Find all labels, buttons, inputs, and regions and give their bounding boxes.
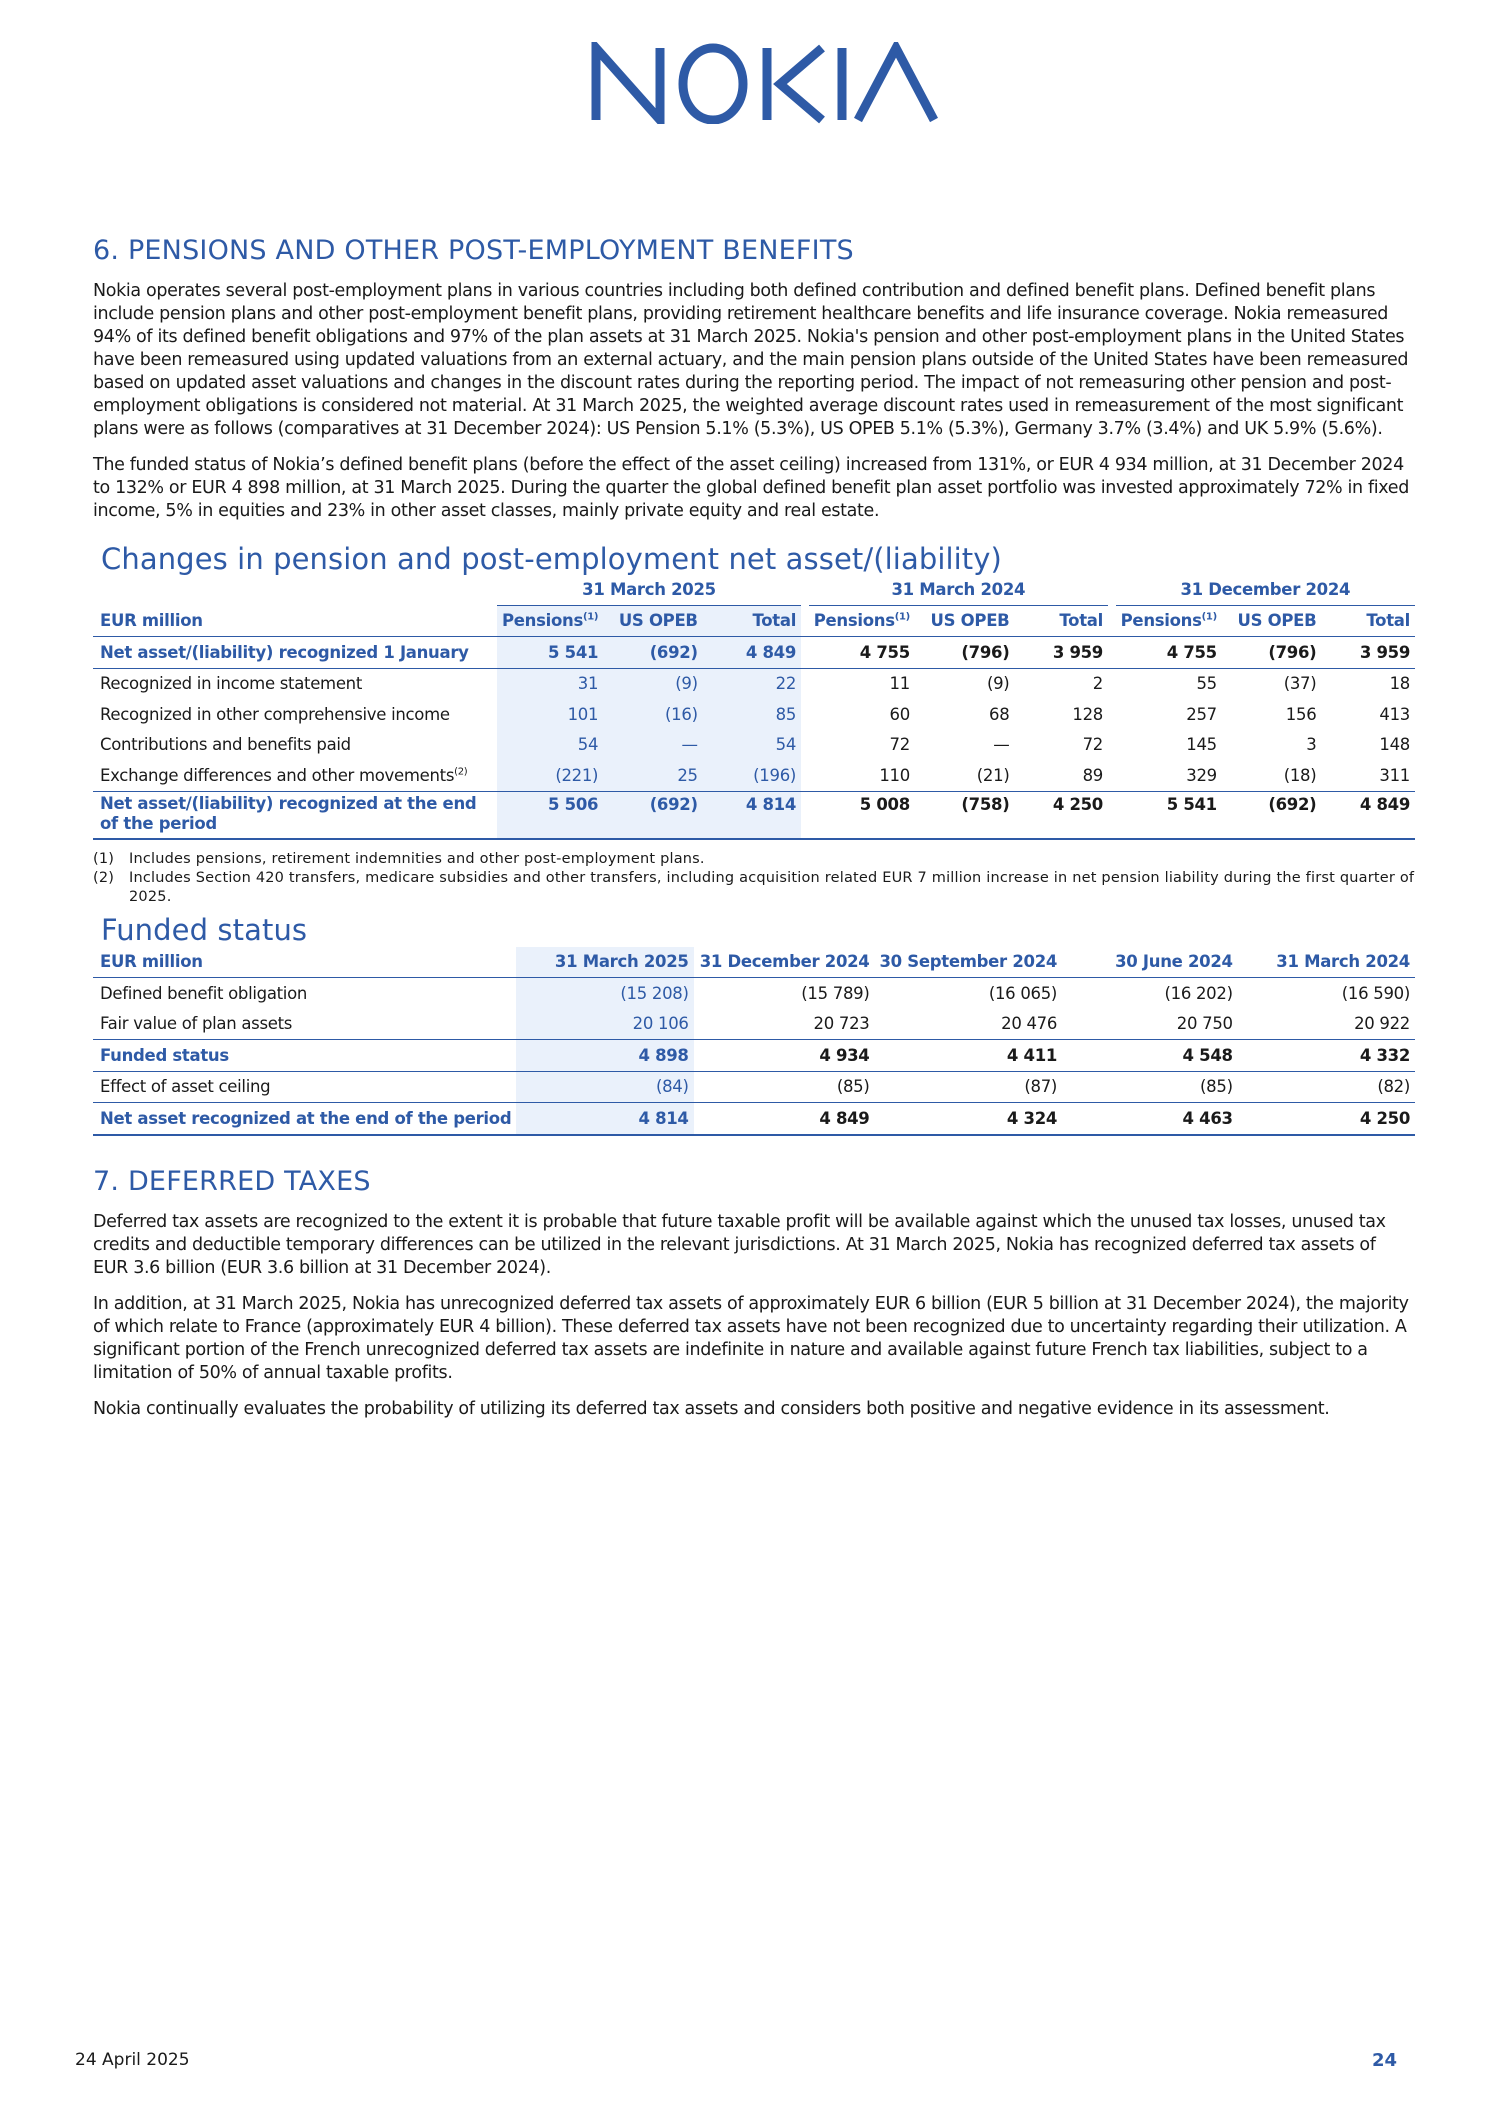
group-header-mar-2024: 31 March 2024 bbox=[809, 574, 1108, 605]
row-label: Defined benefit obligation bbox=[100, 983, 308, 1003]
group-header-dec-2024: 31 December 2024 bbox=[1116, 574, 1415, 605]
table-row bbox=[93, 1040, 1415, 1072]
col-pensions: Pensions bbox=[501, 611, 583, 631]
table-row bbox=[93, 978, 1415, 1009]
table-cell: (9) bbox=[603, 668, 703, 699]
note-mark: (1) bbox=[1201, 611, 1217, 623]
table-cell: 54 bbox=[703, 730, 801, 761]
table-cell: 4 755 bbox=[1116, 637, 1222, 669]
table-cell: 3 bbox=[1306, 735, 1317, 755]
row-label: Recognized in other comprehensive income bbox=[100, 704, 450, 724]
table-cell: 110 bbox=[809, 760, 915, 791]
row-label: Exchange differences and other movements bbox=[100, 765, 455, 785]
section-7-title: 7. DEFERRED TAXES bbox=[93, 1165, 371, 1197]
page-content bbox=[93, 235, 1415, 1434]
section-6-paragraph-1: Nokia operates several post-employment plans in various countries including both defined contribution and defined benefit plans. Defined benefit plans include pension plans and other post-employment benefit plans, providing retirement healthcare benefits and life insurance coverage. Nokia remeasured 94% of its defined benefit obligations and 97% of the plan assets at 31 March 2025. Nokia's pension and other post-employment plans in the United States have been remeasured using updated valuations from an external actuary, and the main pension plans outside of the United States have been remeasured based on updated asset valuations and changes in the discount rates during the reporting period. The impact of not remeasuring other pension and post-employment obligations is considered not material. At 31 March 2025, the weighted average discount rates used in remeasurement of the most significant plans were as follows (comparatives at 31 December 2024): US Pension 5.1% (5.3%), US OPEB 5.1% (5.3%), Germany 3.7% (3.4%) and UK 5.9% (5.6%). bbox=[93, 281, 1409, 439]
table-row bbox=[93, 760, 1415, 791]
footnote-text: Includes Section 420 transfers, medicare subsidies and other transfers, including acquisition related EUR 7 million increase in net pension liability during the first quarter of 2025. bbox=[129, 869, 1415, 905]
table-cell: 25 bbox=[603, 760, 703, 791]
table-cell: 128 bbox=[1072, 704, 1103, 724]
footnote-mark: (1) bbox=[93, 850, 115, 867]
table-cell: 4 548 bbox=[1062, 1040, 1238, 1072]
table-cell: (692) bbox=[603, 637, 703, 669]
table-cell: 4 411 bbox=[874, 1040, 1062, 1072]
col-pensions: Pensions bbox=[813, 611, 895, 631]
table-cell: — bbox=[993, 735, 1010, 755]
unit-label: EUR million bbox=[93, 605, 497, 637]
table-cell: (15 789) bbox=[801, 983, 870, 1003]
section-7-paragraph-1: Deferred tax assets are recognized to the extent it is probable that future taxable profit will be available against which the unused tax losses, unused tax credits and deductible temporary differences can be utilized in the relevant jurisdictions. At 31 March 2025, Nokia has recognized deferred tax assets of EUR 3.6 billion (EUR 3.6 billion at 31 December 2024). bbox=[93, 1211, 1386, 1278]
table-cell: 20 750 bbox=[1062, 1009, 1238, 1040]
table-cell: (82) bbox=[1238, 1071, 1415, 1103]
table-row bbox=[93, 668, 1415, 699]
table-cell: 156 bbox=[1285, 704, 1317, 724]
table-cell: 4 898 bbox=[516, 1040, 693, 1072]
table-cell: 20 476 bbox=[874, 1009, 1062, 1040]
changes-table bbox=[93, 574, 1415, 840]
table-cell: (692) bbox=[1222, 791, 1322, 839]
table-cell: (16 202) bbox=[1164, 983, 1233, 1003]
table-cell: (37) bbox=[1283, 674, 1317, 694]
table-cell: (196) bbox=[703, 760, 801, 791]
section-7-paragraph-3: Nokia continually evaluates the probability of utilizing its deferred tax assets and considers both positive and negative evidence in its assessment. bbox=[93, 1398, 1330, 1419]
note-mark: (1) bbox=[582, 611, 599, 623]
table-cell: 5 541 bbox=[1116, 791, 1222, 839]
changes-table-title: Changes in pension and post-employment net asset/(liability) bbox=[101, 542, 1002, 576]
table-cell: 4 849 bbox=[694, 1103, 875, 1135]
nokia-logo-mark bbox=[590, 42, 940, 124]
row-label: Fair value of plan assets bbox=[93, 1009, 516, 1040]
footer-date: 24 April 2025 bbox=[75, 2050, 190, 2070]
table-cell: (692) bbox=[603, 791, 703, 839]
page-number: 24 bbox=[1371, 2050, 1397, 2071]
table-cell: (15 208) bbox=[516, 978, 693, 1009]
nokia-logo bbox=[590, 42, 940, 124]
table-cell: 20 106 bbox=[516, 1009, 693, 1040]
table-cell: (16 590) bbox=[1341, 983, 1410, 1003]
table-cell: 4 814 bbox=[703, 791, 801, 839]
note-mark: (1) bbox=[894, 611, 910, 623]
table-row bbox=[93, 1071, 1415, 1103]
table-cell: (758) bbox=[915, 791, 1015, 839]
table-row bbox=[93, 1009, 1415, 1040]
column-header: 30 June 2024 bbox=[1062, 947, 1238, 978]
table-cell: 2 bbox=[1092, 674, 1103, 694]
footnote-mark: (2) bbox=[93, 869, 115, 886]
table-cell: 101 bbox=[497, 699, 603, 730]
table-row bbox=[93, 637, 1415, 669]
section-7-paragraph-2: In addition, at 31 March 2025, Nokia has unrecognized deferred tax assets of approximately EUR 6 billion (EUR 5 billion at 31 December 2024), the majority of which relate to France (approximately EUR 4 billion). These deferred tax assets have not been recognized due to uncertainty regarding their utilization. A significant portion of the French unrecognized deferred tax assets are indefinite in nature and available against future French tax liabilities, subject to a limitation of 50% of annual taxable profits. bbox=[93, 1293, 1409, 1383]
unit-label: EUR million bbox=[93, 947, 516, 978]
col-us-opeb: US OPEB bbox=[603, 605, 703, 637]
table-cell: 54 bbox=[497, 730, 603, 761]
table-cell: 4 849 bbox=[1321, 791, 1415, 839]
table-row bbox=[93, 1103, 1415, 1135]
table-cell: 329 bbox=[1116, 760, 1222, 791]
table-cell: (21) bbox=[915, 760, 1015, 791]
funded-status-table bbox=[93, 947, 1415, 1136]
table-cell: 4 324 bbox=[874, 1103, 1062, 1135]
table-cell: 3 959 bbox=[1014, 637, 1108, 669]
table-cell: (85) bbox=[1062, 1071, 1238, 1103]
column-header: 31 March 2024 bbox=[1238, 947, 1415, 978]
footnote bbox=[93, 869, 1415, 907]
section-6-title: 6. PENSIONS AND OTHER POST-EMPLOYMENT BENEFITS bbox=[93, 235, 854, 266]
table-cell: 85 bbox=[703, 699, 801, 730]
table-cell: 20 922 bbox=[1238, 1009, 1415, 1040]
column-header: 30 September 2024 bbox=[874, 947, 1062, 978]
table-row bbox=[93, 699, 1415, 730]
note-mark: (2) bbox=[454, 766, 468, 778]
table-cell: 4 463 bbox=[1062, 1103, 1238, 1135]
table-cell: 4 250 bbox=[1238, 1103, 1415, 1135]
footnote bbox=[93, 850, 1415, 869]
col-us-opeb: US OPEB bbox=[1222, 605, 1322, 637]
table-cell: (16) bbox=[603, 699, 703, 730]
table-cell: (16 065) bbox=[988, 983, 1058, 1003]
row-label: Effect of asset ceiling bbox=[93, 1071, 516, 1103]
row-label: Funded status bbox=[93, 1040, 516, 1072]
table-cell: 4 814 bbox=[516, 1103, 693, 1135]
table-cell: 4 934 bbox=[694, 1040, 875, 1072]
table-cell: 5 506 bbox=[497, 791, 603, 839]
row-label: Recognized in income statement bbox=[100, 674, 363, 694]
table-cell: 72 bbox=[1082, 735, 1103, 755]
footnote-text: Includes pensions, retirement indemnities and other post-employment plans. bbox=[129, 850, 705, 867]
table-cell: 4 849 bbox=[703, 637, 801, 669]
group-header-mar-2025: 31 March 2025 bbox=[497, 574, 801, 605]
table-cell: (18) bbox=[1222, 760, 1322, 791]
table-row bbox=[93, 730, 1415, 761]
table-cell: 60 bbox=[889, 704, 910, 724]
table-cell: 20 723 bbox=[694, 1009, 875, 1040]
table-cell: 31 bbox=[497, 668, 603, 699]
table-cell: — bbox=[603, 730, 703, 761]
col-total: Total bbox=[1321, 605, 1415, 637]
row-label: Contributions and benefits paid bbox=[100, 735, 351, 755]
table-cell: 257 bbox=[1186, 704, 1217, 724]
table-cell: 5 541 bbox=[497, 637, 603, 669]
table-cell: 68 bbox=[989, 704, 1010, 724]
table-cell: (221) bbox=[497, 760, 603, 791]
table-cell: (9) bbox=[986, 674, 1010, 694]
column-header: 31 December 2024 bbox=[694, 947, 875, 978]
row-label: Net asset/(liability) recognized at the end of the period bbox=[93, 791, 497, 839]
table-row bbox=[93, 791, 1415, 839]
col-total: Total bbox=[1014, 605, 1108, 637]
col-us-opeb: US OPEB bbox=[915, 605, 1015, 637]
col-pensions: Pensions bbox=[1120, 611, 1202, 631]
col-total: Total bbox=[703, 605, 801, 637]
table-cell: 4 755 bbox=[809, 637, 915, 669]
section-6-paragraph-2: The funded status of Nokia’s defined benefit plans (before the effect of the asset ceiling) increased from 131%, or EUR 4 934 million, at 31 December 2024 to 132% or EUR 4 898 million, at 31 March 2025. During the quarter the global defined benefit plan asset portfolio was invested approximately 72% in fixed income, 5% in equities and 23% in other asset classes, mainly private equity and real estate. bbox=[93, 455, 1409, 521]
row-label: Net asset/(liability) recognized 1 January bbox=[93, 637, 497, 669]
table-cell: 145 bbox=[1186, 735, 1217, 755]
table-cell: 311 bbox=[1321, 760, 1415, 791]
table-cell: 4 250 bbox=[1014, 791, 1108, 839]
funded-status-title: Funded status bbox=[101, 912, 308, 947]
table-cell: (796) bbox=[915, 637, 1015, 669]
table-cell: 72 bbox=[889, 735, 910, 755]
table-cell: (84) bbox=[516, 1071, 693, 1103]
table-cell: 89 bbox=[1014, 760, 1108, 791]
table-cell: 148 bbox=[1379, 735, 1410, 755]
row-label: Net asset recognized at the end of the period bbox=[93, 1103, 516, 1135]
table-cell: 3 959 bbox=[1321, 637, 1415, 669]
column-header: 31 March 2025 bbox=[516, 947, 693, 978]
table-cell: (87) bbox=[874, 1071, 1062, 1103]
table-cell: (85) bbox=[694, 1071, 875, 1103]
table-cell: 22 bbox=[703, 668, 801, 699]
table-cell: 11 bbox=[889, 674, 910, 694]
table-cell: 18 bbox=[1389, 674, 1410, 694]
table-cell: (796) bbox=[1222, 637, 1322, 669]
table-cell: 5 008 bbox=[809, 791, 915, 839]
table-cell: 413 bbox=[1379, 704, 1410, 724]
table-cell: 55 bbox=[1196, 674, 1217, 694]
table-footnotes bbox=[93, 850, 1415, 907]
table-cell: 4 332 bbox=[1238, 1040, 1415, 1072]
